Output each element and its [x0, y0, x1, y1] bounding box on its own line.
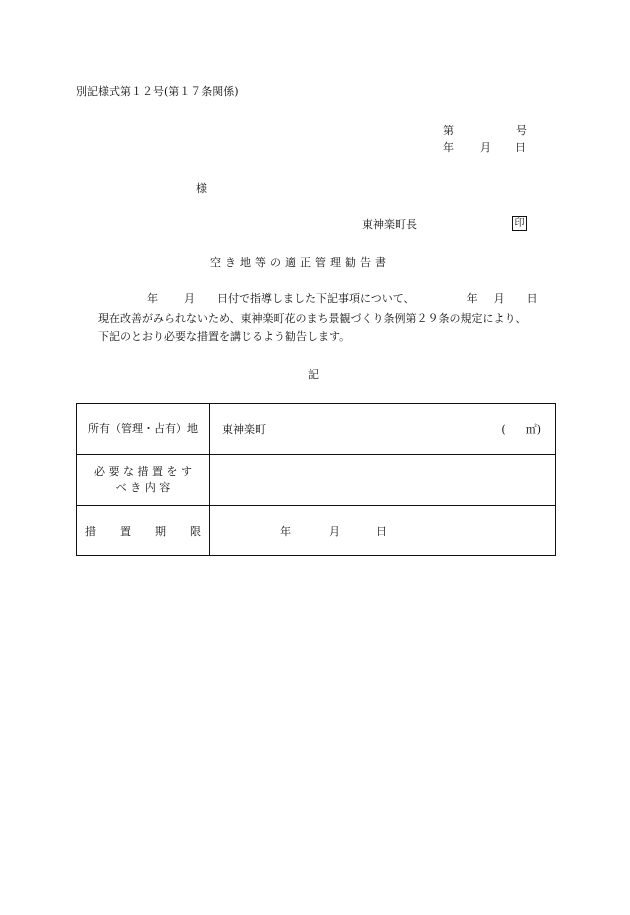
addressee-honorific: 様	[196, 182, 207, 195]
recommendation-table	[76, 403, 556, 556]
guidance-year: 年	[147, 292, 158, 305]
ki-marker: 記	[308, 368, 319, 381]
land-location: 東神楽町	[222, 423, 266, 436]
land-label-cell	[77, 404, 210, 455]
issue-month: 月	[480, 141, 491, 154]
guidance-month: 月	[184, 292, 195, 305]
body-line-2: 現在改善がみられないため、東神楽町花のまち景観づくり条例第２９条の規定により、	[98, 312, 527, 325]
table-row-measures	[77, 455, 556, 506]
document-title: 空き地等の適正管理勧告書	[210, 256, 390, 269]
table-row-land	[77, 404, 556, 455]
land-area: ( ㎡)	[501, 423, 541, 436]
number-prefix: 第	[443, 124, 454, 137]
measures-label-line2: べ き 内 容	[115, 481, 171, 494]
document-number-line	[443, 124, 527, 138]
second-day: 日	[526, 292, 538, 305]
table-row-deadline	[77, 506, 556, 556]
deadline-label: 措 置 期 限	[85, 524, 201, 538]
issuer-name: 東神楽町長	[362, 218, 417, 231]
form-number: 別記様式第１２号(第１７条関係)	[76, 85, 239, 98]
measures-value-cell	[210, 455, 556, 506]
deadline-day: 日	[376, 524, 387, 538]
issue-date-line	[443, 141, 526, 155]
seal-mark: 印	[512, 216, 527, 231]
issue-day: 日	[515, 141, 526, 154]
land-value-cell	[210, 404, 556, 455]
deadline-month: 月	[329, 524, 340, 538]
measures-label-cell	[77, 455, 210, 506]
body-line-3: 下記のとおり必要な措置を講じるよう勧告します。	[98, 330, 351, 343]
measures-label-line1: 必 要 な 措 置 を す	[94, 465, 192, 478]
deadline-label-cell	[77, 506, 210, 556]
guidance-text: 日付で指導しました下記事項について、	[217, 292, 415, 305]
body-line-1	[147, 292, 538, 306]
issue-year: 年	[443, 141, 454, 154]
deadline-value-cell	[210, 506, 556, 556]
second-year: 年	[466, 292, 478, 305]
second-month: 月	[493, 292, 505, 305]
land-label: 所有（管理・占有）地	[88, 422, 198, 435]
deadline-year: 年	[280, 524, 291, 538]
number-suffix: 号	[516, 124, 527, 137]
